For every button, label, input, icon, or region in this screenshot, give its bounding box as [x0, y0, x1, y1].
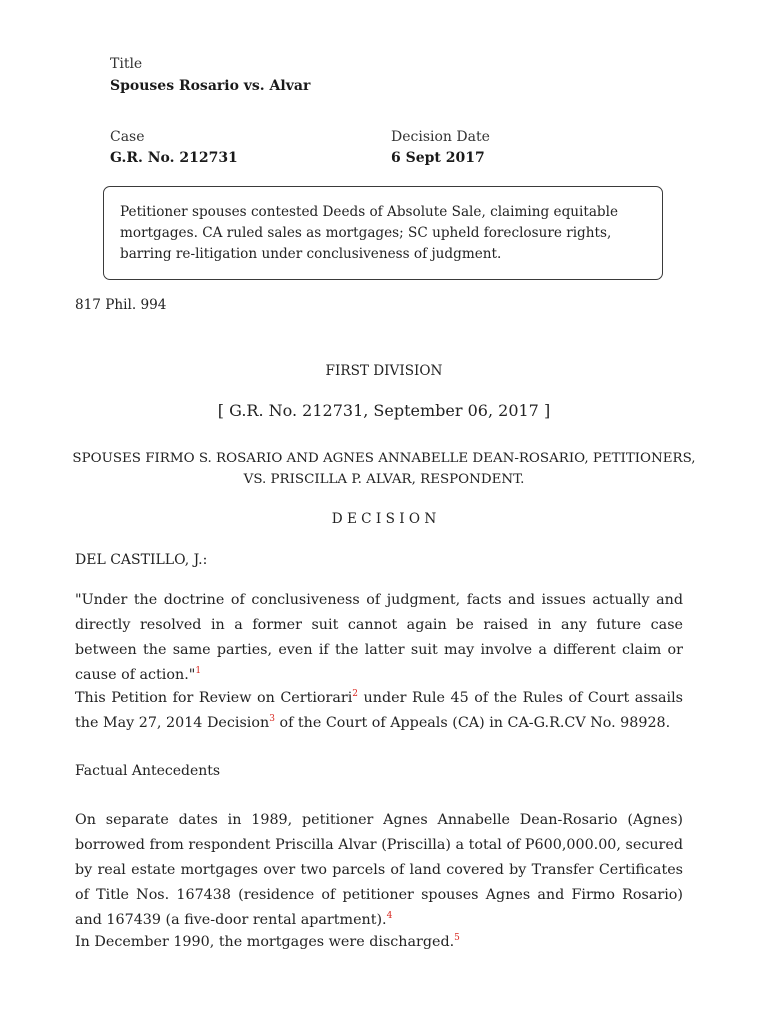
section-heading: Factual Antecedents: [75, 763, 221, 779]
footnote-ref-4[interactable]: 4: [386, 911, 393, 922]
case-summary-box: [103, 186, 663, 280]
title-label: Title: [110, 56, 143, 72]
footnote-ref-5[interactable]: 5: [454, 933, 460, 944]
paragraph-3: [75, 808, 683, 933]
paragraph-2-text-a: This Petition for Review on Certiorari: [75, 690, 353, 706]
footnote-ref-1[interactable]: 1: [195, 666, 202, 677]
paragraph-4: [75, 930, 683, 955]
ponente: DEL CASTILLO, J.:: [75, 552, 208, 568]
paragraph-4-text: In December 1990, the mortgages were discharged.: [75, 934, 455, 950]
parties-line-2: VS. PRISCILLA P. ALVAR, RESPONDENT.: [243, 472, 525, 487]
paragraph-1: [75, 588, 683, 688]
paragraph-3-text: On separate dates in 1989, petitioner Agnes Annabelle Dean-Rosario (Agnes) borrowed from respondent Priscilla Alvar (Priscilla) a total of P600,000.00, secured by real estate mortgages over two parcels of land covered by Transfer Certificates of Title Nos. 167438 (residence of petitioner spouses Agnes and Firmo Rosario) and 167439 (a five-door rental apartment).: [75, 812, 683, 928]
footnote-ref-3[interactable]: 3: [269, 714, 275, 725]
case-summary-text: Petitioner spouses contested Deeds of Absolute Sale, claiming equitable mortgages. CA ruled sales as mortgages; SC upheld foreclosure rights, barring re-litigation under conclusiveness of judgment.: [120, 204, 619, 262]
paragraph-1-text: "Under the doctrine of conclusiveness of judgment, facts and issues actually and directly resolved in a former suit cannot again be raised in any future case between the same parties, even if the latter suit may involve a different claim or cause of action.": [75, 592, 683, 683]
footnote-ref-2[interactable]: 2: [352, 689, 359, 700]
paragraph-2-text-b: under Rule 45 of the Rules of Court assails the May 27, 2014 Decision: [75, 690, 683, 731]
decision-heading: D E C I S I O N: [331, 511, 437, 527]
paragraph-2: [75, 686, 683, 736]
gr-heading: [ G.R. No. 212731, September 06, 2017 ]: [217, 401, 551, 420]
parties-heading: [0, 448, 768, 490]
case-label: Case: [110, 129, 145, 145]
citation: 817 Phil. 994: [75, 297, 167, 313]
paragraph-2-text-c: of the Court of Appeals (CA) in CA-G.R.CV No. 98928.: [274, 715, 671, 731]
division-heading: FIRST DIVISION: [325, 363, 443, 379]
decision-date: 6 Sept 2017: [391, 150, 485, 166]
case-number: G.R. No. 212731: [110, 150, 238, 166]
parties-line-1: SPOUSES FIRMO S. ROSARIO AND AGNES ANNABELLE DEAN-ROSARIO, PETITIONERS,: [72, 451, 696, 466]
case-title: Spouses Rosario vs. Alvar: [110, 78, 311, 94]
decision-date-label: Decision Date: [391, 129, 490, 145]
